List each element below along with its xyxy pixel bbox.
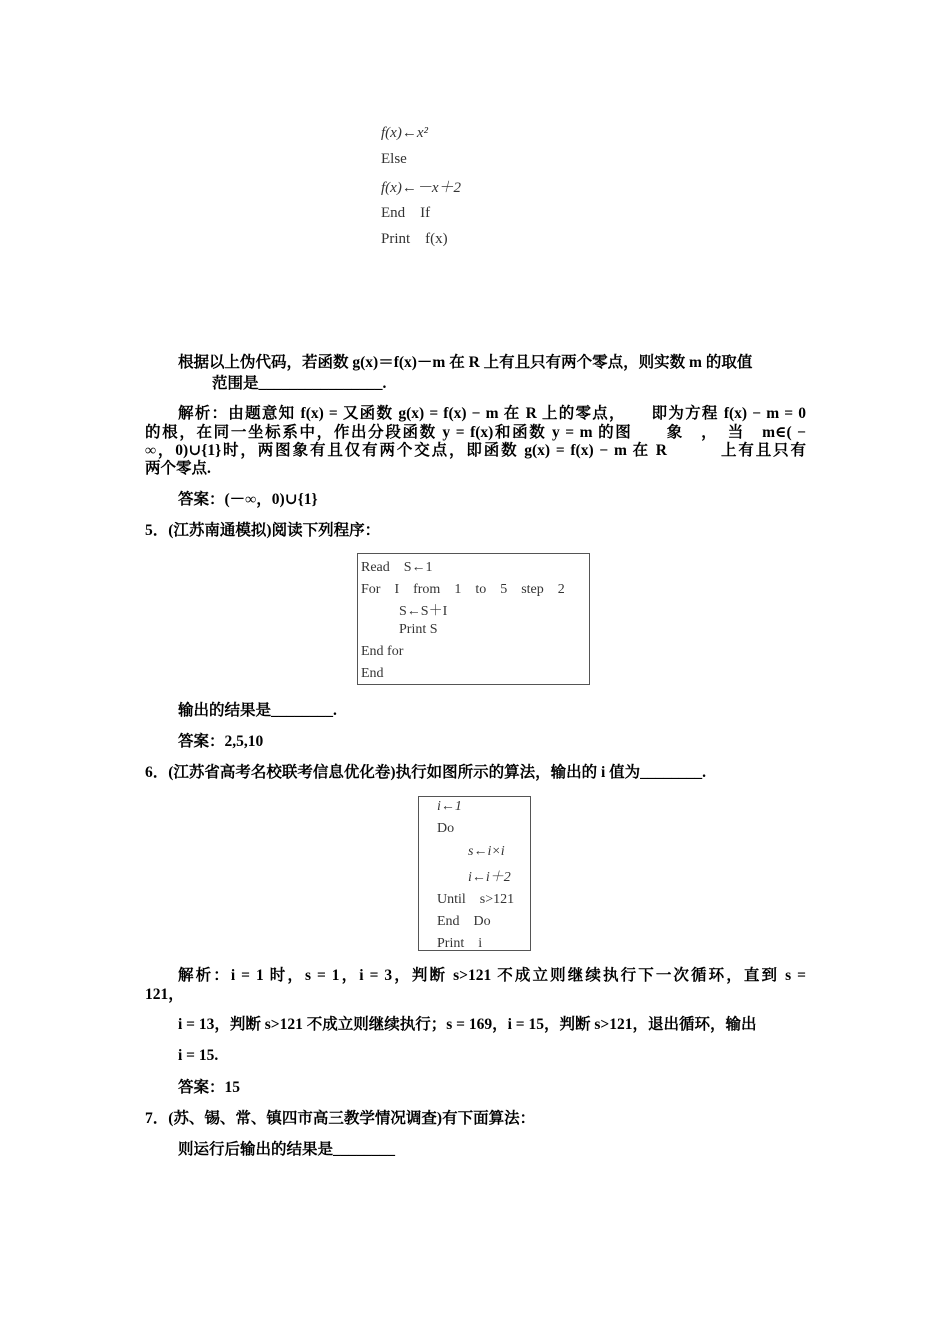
- q4-answer: 答案：(－∞，0)∪{1}: [178, 491, 318, 508]
- q4-analysis-line4: 两个零点.: [145, 460, 211, 477]
- q4-analysis-line2: 的根，在同一坐标系中，作出分段函数 y = f(x)和函数 y = m 的图 象 ， 当 m∈( −: [145, 424, 806, 441]
- code-line: For I from 1 to 5 step 2: [361, 582, 565, 597]
- q5-answer: 答案：2,5,10: [178, 733, 264, 750]
- code-line: End for: [361, 644, 404, 659]
- q6-title: 6．(江苏省高考名校联考信息优化卷)执行如图所示的算法，输出的 i 值为________.: [145, 764, 707, 781]
- code-line: Print S: [399, 622, 438, 637]
- q6-answer: 答案：15: [178, 1079, 241, 1096]
- q7-prompt: 则运行后输出的结果是________: [178, 1141, 396, 1158]
- code-line: f(x)←x²: [381, 125, 428, 141]
- code-line: f(x)←－x＋2: [381, 180, 461, 196]
- q6-analysis-line1: 解析：i = 1 时，s = 1，i = 3，判断 s>121 不成立则继续执行下一次循环，直到 s =: [178, 967, 806, 984]
- q4-analysis-line3: ∞，0)∪{1}时，两图象有且仅有两个交点，即函数 g(x) = f(x) − m 在 R 上有且只有: [145, 442, 806, 459]
- code-line: i←i＋2: [468, 870, 511, 885]
- code-line: Read S←1: [361, 560, 433, 575]
- q4-stem-line1: 根据以上伪代码，若函数 g(x)＝f(x)－m 在 R 上有且只有两个零点，则实数 m 的取值: [178, 354, 753, 371]
- code-line: Else: [381, 151, 407, 167]
- code-line: End: [361, 666, 384, 681]
- code-line: End Do: [437, 914, 491, 929]
- q7-title: 7．(苏、锡、常、镇四市高三教学情况调查)有下面算法：: [145, 1110, 536, 1127]
- q4-stem-line2: 范围是________________.: [212, 375, 387, 392]
- code-line: s←i×i: [468, 844, 505, 859]
- code-line: End If: [381, 205, 431, 221]
- q6-analysis-line3: i = 13，判断 s>121 不成立则继续执行；s = 169，i = 15，判断 s>121，退出循环，输出: [178, 1016, 757, 1033]
- q5-code-box: [357, 553, 590, 685]
- code-line: Print i: [437, 936, 483, 951]
- code-line: Do: [437, 821, 455, 836]
- q6-code-box: [418, 796, 531, 951]
- code-line: Print f(x): [381, 231, 448, 247]
- q4-analysis-line1: 解析：由题意知 f(x) = 又函数 g(x) = f(x) − m 在 R 上的零点， 即为方程 f(x) − m = 0: [178, 405, 806, 422]
- code-line: i←1: [437, 799, 462, 814]
- q5-output-line: 输出的结果是________.: [178, 702, 337, 719]
- code-line: S←S＋I: [399, 604, 448, 619]
- q6-analysis-line4: i = 15.: [178, 1047, 219, 1064]
- q5-title: 5．(江苏南通模拟)阅读下列程序：: [145, 522, 381, 539]
- q6-analysis-line2: 121，: [145, 986, 184, 1003]
- code-line: Until s>121: [437, 892, 515, 907]
